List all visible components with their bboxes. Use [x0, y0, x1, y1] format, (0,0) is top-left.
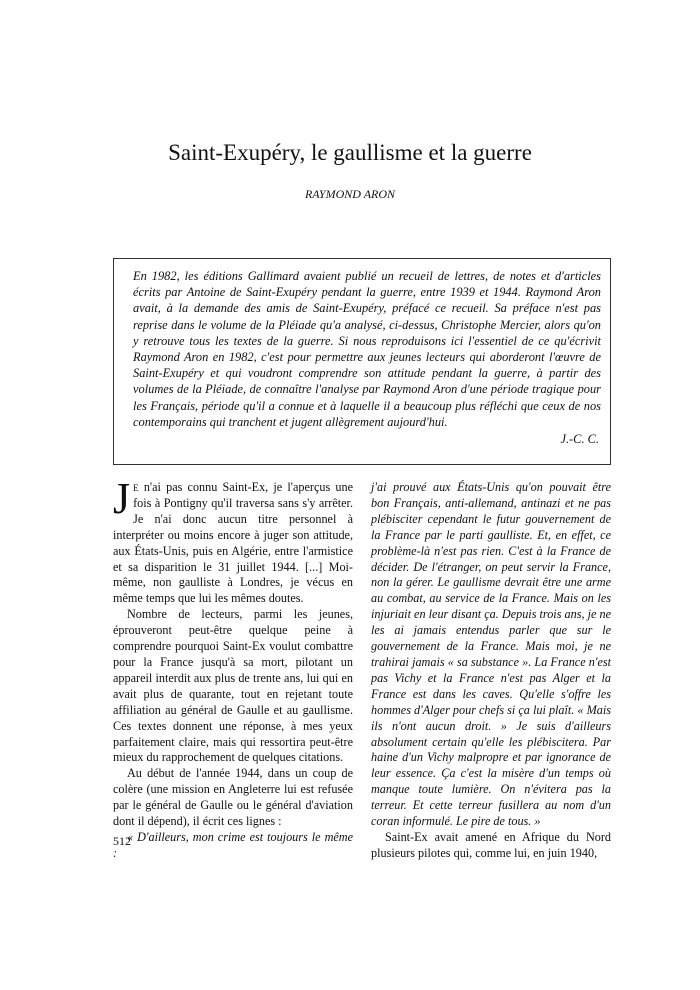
quote-start: « D'ailleurs, mon crime est toujours le même : [113, 829, 353, 860]
drop-cap: J [113, 474, 131, 523]
body-paragraph-3: Au début de l'année 1944, dans un coup de colère (une mission en Angleterre lui est refusée par le général de Gaulle ou le général d'aviation dont il dépend), il écrit ces lignes : [113, 766, 353, 829]
first-word-rest: e [133, 480, 139, 494]
body-paragraph-4: Saint-Ex avait amené en Afrique du Nord plusieurs pilotes qui, comme lui, en juin 1940, [371, 829, 611, 860]
article-author: RAYMOND ARON [304, 187, 396, 201]
editorial-intro-box [113, 258, 611, 465]
intro-signature: J.-C. C. [560, 432, 599, 447]
body-column-right [371, 480, 611, 862]
body-paragraph-1 [113, 474, 353, 607]
quote-continuation: j'ai prouvé aux États-Unis qu'on pouvait être bon Français, anti-allemand, antinazi et ne pas plébisciter cependant le futur gouvernement de la France par le parti gaulliste. Et, en effet, ce problème-là n'est pas rien. C'est à la France de décider. De l'étranger, on peut servir la France, non la gérer. Le gaullisme devrait être une arme au combat, au service de la France. Mais on les injuriait en leur disant ça. Depuis trois ans, je ne les ai jamais entendus parler que sur le gouvernement de la France. Mais moi, je ne trahirai jamais « sa substance ». La France n'est pas Vichy et la France n'est pas Alger et la France est dans les caves. Qu'elle s'offre les hommes d'Alger pour chefs si ça lui plaît. « Mais ils n'ont aucun droit. » Je suis d'ailleurs absolument certain qu'elle les plébiscitera. Par haine d'un Vichy malpropre et par ignorance de leur essence. Ça c'est la misère d'un temps où manque toute lumière. On n'évitera pas la terreur. Et cette terreur fusillera au nom d'un coran informulé. Le pire de tous. » [371, 480, 611, 829]
paragraph-1-text: n'ai pas connu Saint-Ex, je l'aperçus une fois à Pontigny qu'il traversa sans s'y arrêter. Je n'ai donc aucun titre personnel à interpréter ou moins encore à juger son attitude, aux États-Unis, puis en Algérie, entre l'armistice et sa disparition le 31 juillet 1944. [...] Moi-même, non gaulliste à Londres, je vécus en même temps que lui les mêmes doutes. [113, 480, 353, 606]
body-column-left [113, 474, 353, 862]
page-number: 512 [113, 834, 131, 848]
article-title: Saint-Exupéry, le gaullisme et la guerre [168, 140, 532, 165]
intro-text: En 1982, les éditions Gallimard avaient publié un recueil de lettres, de notes et d'articles écrits par Antoine de Saint-Exupéry pendant la guerre, entre 1939 et 1944. Raymond Aron avait, à la demande des amis de Saint-Exupéry, préfacé ce recueil. Sa préface n'est pas reprise dans le volume de la Pléiade qu'a analysé, ci-dessus, Christophe Mercier, alors qu'on y retrouve tous les textes de la guerre. Si nous reproduisons ici l'essentiel de ce qu'écrivit Raymond Aron en 1982, c'est pour permettre aux jeunes lecteurs qui aborderont l'œuvre de Saint-Exupéry et qui voudront comprendre son attitude pendant la guerre, à partir des volumes de la Pléiade, de connaître l'analyse par Raymond Aron d'une période tragique pour les Français, période qu'il a connue et à laquelle il a beaucoup plus réfléchi que ceux de nos contemporains qui tranchent et jugent allègrement aujourd'hui. [133, 269, 601, 429]
body-paragraph-2: Nombre de lecteurs, parmi les jeunes, éprouveront peut-être quelque peine à comprendre pourquoi Saint-Ex voulut combattre pour la France jusqu'à sa mort, pilotant un appareil interdit aux plus de trente ans, lui qui en avait plus de quarante, tout en rejetant toute affiliation au général de Gaulle et au gaullisme. Ces textes donnent une réponse, à mes yeux parfaitement claire, mais qui ressortira peut-être mieux du rapprochement de quelques citations. [113, 607, 353, 765]
